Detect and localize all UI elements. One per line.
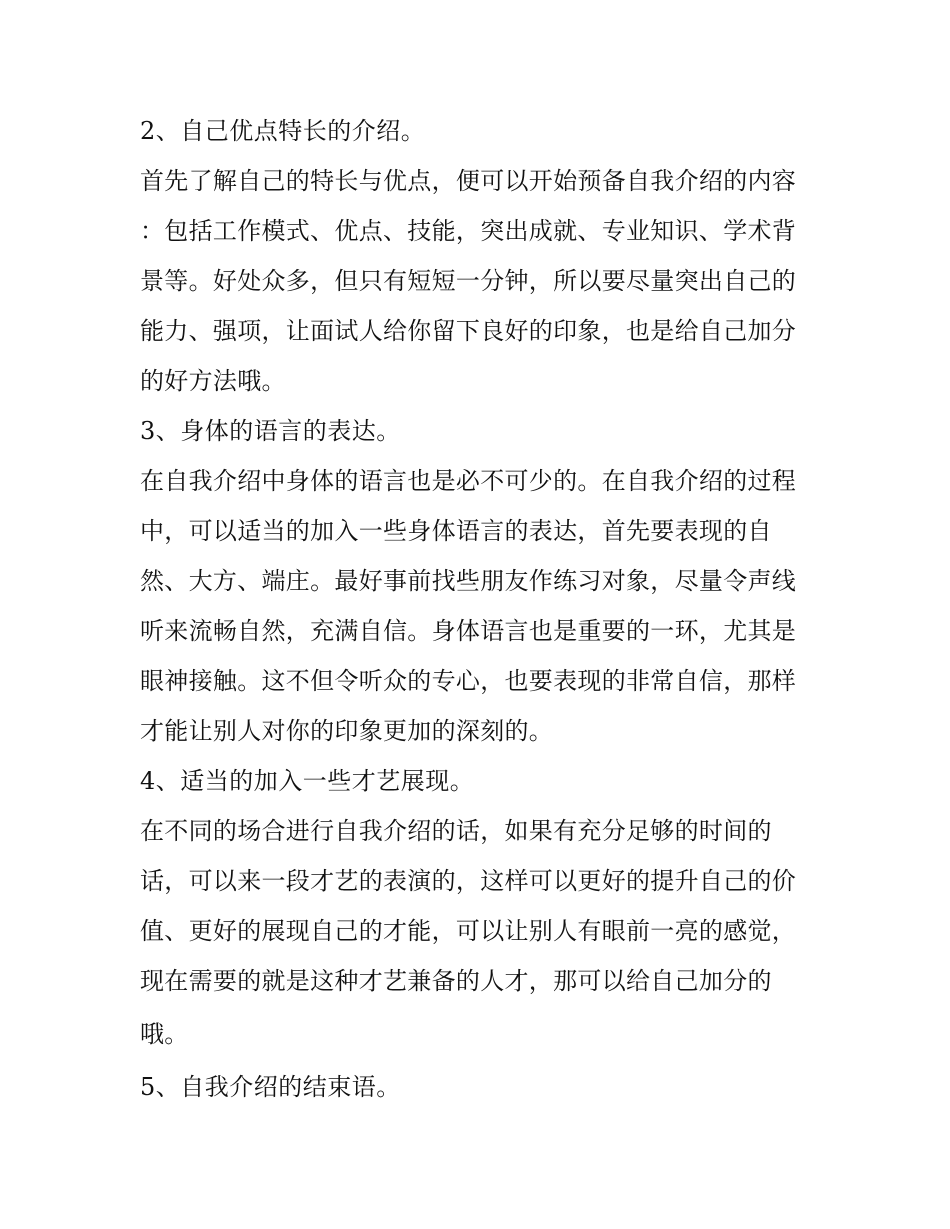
section-heading: 3、身体的语言的表达。 bbox=[140, 417, 401, 445]
paragraph-line: 听来流畅自然，充满自信。身体语言也是重要的一环，尤其是 bbox=[140, 617, 797, 645]
section-heading: 4、适当的加入一些才艺展现。 bbox=[140, 767, 475, 795]
paragraph-line: 值、更好的展现自己的才能，可以让别人有眼前一亮的感觉， bbox=[140, 917, 797, 945]
paragraph-line: 的好方法哦。 bbox=[140, 367, 286, 395]
paragraph-line: 在自我介绍中身体的语言也是必不可少的。在自我介绍的过程 bbox=[140, 467, 797, 495]
paragraph-line: 在不同的场合进行自我介绍的话，如果有充分足够的时间的 bbox=[140, 817, 772, 845]
section-heading: 5、自我介绍的结束语。 bbox=[140, 1073, 401, 1101]
paragraph-line: 景等。好处众多，但只有短短一分钟，所以要尽量突出自己的 bbox=[140, 267, 797, 295]
paragraph-line: 眼神接触。这不但令听众的专心，也要表现的非常自信，那样 bbox=[140, 667, 797, 695]
document-body bbox=[140, 106, 820, 1112]
paragraph-line: 中，可以适当的加入一些身体语言的表达，首先要表现的自 bbox=[140, 517, 772, 545]
paragraph-line: ：包括工作模式、优点、技能，突出成就、专业知识、学术背 bbox=[140, 217, 797, 245]
paragraph-line: 首先了解自己的特长与优点，便可以开始预备自我介绍的内容 bbox=[140, 167, 797, 195]
paragraph-line: 才能让别人对你的印象更加的深刻的。 bbox=[140, 717, 554, 745]
section-heading: 2、自己优点特长的介绍。 bbox=[140, 117, 426, 145]
paragraph-line: 现在需要的就是这种才艺兼备的人才，那可以给自己加分的 bbox=[140, 967, 772, 995]
paragraph-line: 能力、强项，让面试人给你留下良好的印象，也是给自己加分 bbox=[140, 317, 797, 345]
paragraph-line: 哦。 bbox=[140, 1020, 189, 1048]
paragraph-line: 然、大方、端庄。最好事前找些朋友作练习对象，尽量令声线 bbox=[140, 567, 797, 595]
paragraph-line: 话，可以来一段才艺的表演的，这样可以更好的提升自己的价 bbox=[140, 867, 797, 895]
